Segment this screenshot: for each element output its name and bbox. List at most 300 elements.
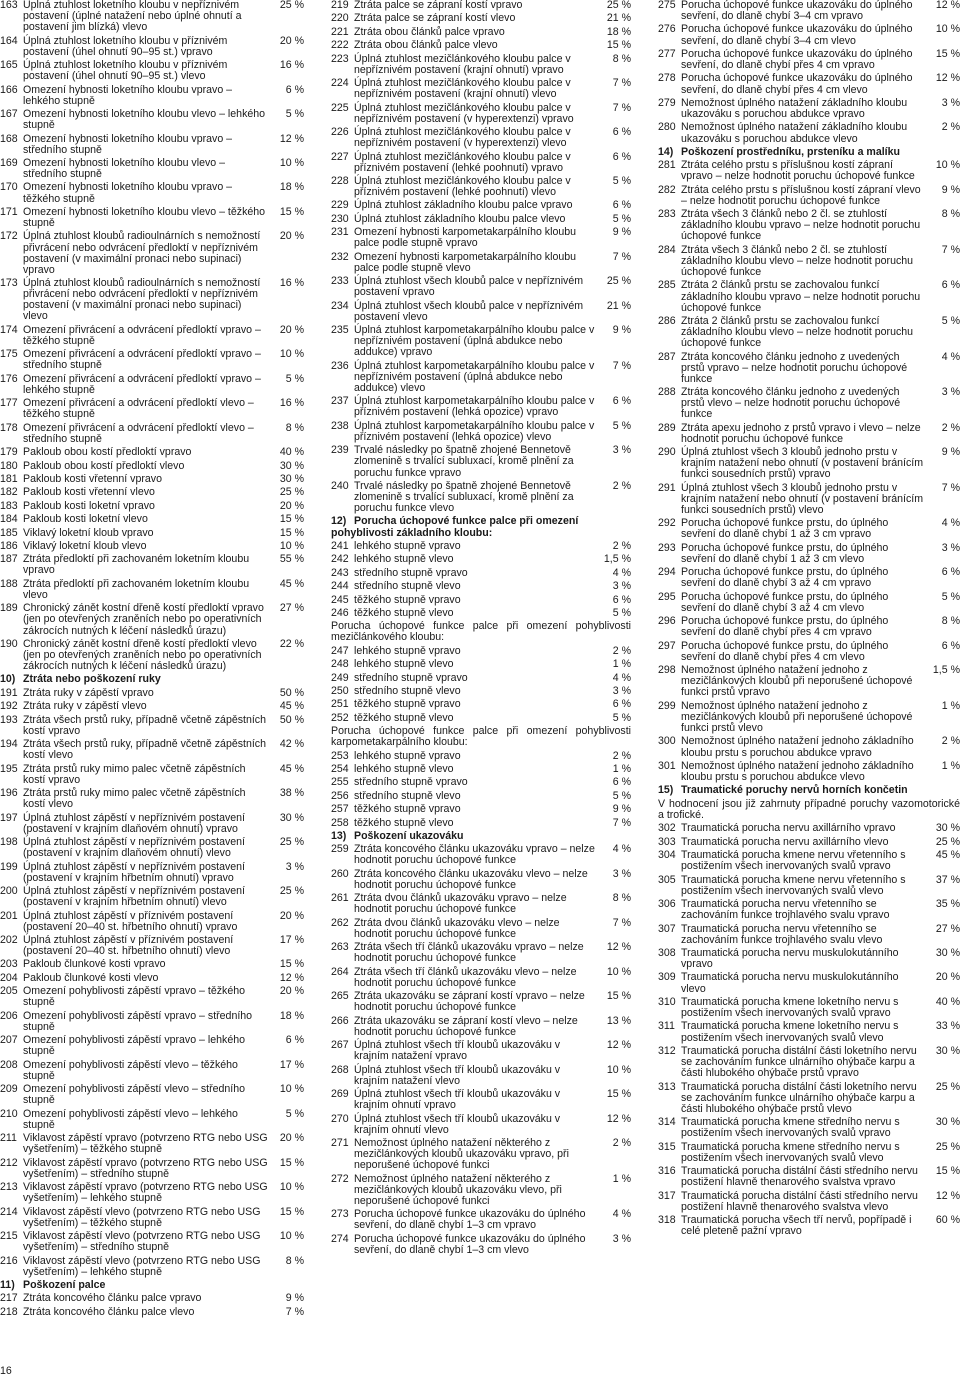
item-percentage: 3 % xyxy=(612,580,631,593)
item-description: Traumatická porucha nervu vřetenního se zachováním funkce trojhlavého svalu vlevo xyxy=(681,922,883,946)
item-percentage: 10 % xyxy=(606,965,631,978)
item-description: Úplná ztuhlost karpometakarpálního kloubu palce v nepříznivém postavení (úplná abdukce nebo addukce) vpravo xyxy=(354,324,595,359)
item-number: 200 xyxy=(0,885,18,898)
list-item xyxy=(0,231,304,275)
item-description: Úplná ztuhlost mezičlánkového kloubu palce v nepříznivém postavení (v hyperextenzi) vlevo xyxy=(354,126,571,150)
list-item xyxy=(658,567,960,589)
item-number: 221 xyxy=(331,25,349,38)
item-number: 226 xyxy=(331,126,349,139)
list-item xyxy=(658,823,960,834)
list-item xyxy=(0,1207,304,1229)
item-number: 230 xyxy=(331,212,349,225)
item-number: 174 xyxy=(0,323,18,336)
item-number: 259 xyxy=(331,843,349,856)
item-percentage: 4 % xyxy=(612,843,631,856)
item-description: Omezení pohyblivosti zápěstí vpravo – lehkého stupně xyxy=(23,1034,246,1058)
list-item xyxy=(0,528,304,539)
column-middle xyxy=(331,0,631,1256)
item-percentage: 3 % xyxy=(285,860,304,873)
list-item xyxy=(658,1082,960,1115)
item-description: Nemožnost úplného natažení základního kloubu ukazováku s poruchou abdukce vpravo xyxy=(681,96,908,121)
item-number: 218 xyxy=(0,1305,18,1318)
item-number: 261 xyxy=(331,892,349,905)
item-percentage: 3 % xyxy=(612,684,631,697)
item-number: 189 xyxy=(0,602,18,615)
list-item xyxy=(658,122,960,144)
item-number: 313 xyxy=(658,1080,676,1093)
item-description: těžkého stupně vpravo xyxy=(354,698,461,711)
item-percentage: 6 % xyxy=(285,1034,304,1047)
list-item xyxy=(658,1166,960,1188)
item-number: 194 xyxy=(0,738,18,751)
item-percentage: 45 % xyxy=(279,762,304,775)
item-number: 293 xyxy=(658,541,676,554)
section-heading xyxy=(331,516,631,538)
list-item xyxy=(331,1016,631,1038)
item-percentage: 5 % xyxy=(285,1107,304,1120)
list-item xyxy=(331,791,631,802)
item-percentage: 1 % xyxy=(941,699,960,712)
item-percentage: 4 % xyxy=(612,671,631,684)
item-description: Viklavý loketní kloub vpravo xyxy=(23,526,154,539)
item-description: Pakloub obou kostí předloktí vpravo xyxy=(23,446,192,459)
list-item xyxy=(0,639,304,672)
item-number: 178 xyxy=(0,421,18,434)
item-percentage: 15 % xyxy=(279,513,304,526)
item-description: Traumatická porucha kmene loketního nervu s postižením všech inervovaných svalů vpravo xyxy=(681,995,899,1020)
item-percentage: 55 % xyxy=(279,553,304,566)
list-item xyxy=(0,739,304,761)
list-item xyxy=(331,214,631,225)
item-percentage: 20 % xyxy=(279,323,304,336)
item-percentage: 45 % xyxy=(279,700,304,713)
list-item xyxy=(0,1035,304,1057)
item-percentage: 5 % xyxy=(941,315,960,327)
item-description: Ztráta koncového článku ukazováku vpravo – nelze hodnotit poruchu úchopové funkce xyxy=(354,843,595,867)
item-description: Porucha úchopové funkce ukazováku do úplného sevření, do dlaně chybí přes 4 cm vlevo xyxy=(681,72,913,96)
item-description: Ztráta celého prstu s příslušnou kostí zápraní vpravo – nelze hodnotit poruchu úchopové funkce xyxy=(681,159,915,183)
section-number: 11) xyxy=(0,1279,15,1292)
item-description: Úplná ztuhlost loketního kloubu v příznivém postavení (úhel ohnutí 90–95 st.) vlevo xyxy=(23,59,228,83)
list-item xyxy=(658,423,960,445)
item-description: Chronický zánět kostní dřeně kostí předloktí vlevo (jen po otevřených zraněních nebo po operativních zákrocích nutných k léčení následků úrazu) xyxy=(23,637,262,673)
item-number: 299 xyxy=(658,699,676,712)
item-number: 243 xyxy=(331,566,349,579)
item-percentage: 10 % xyxy=(935,23,960,36)
item-number: 176 xyxy=(0,372,18,385)
item-description: Úplná ztuhlost zápěstí v nepříznivém postavení (postavení v krajním hřbetním ohnutí) vpravo xyxy=(23,860,245,884)
item-percentage: 7 % xyxy=(612,816,631,829)
item-number: 217 xyxy=(0,1292,18,1305)
section-number: 15) xyxy=(658,784,674,797)
column-left xyxy=(0,0,304,1318)
item-number: 180 xyxy=(0,459,18,472)
item-percentage: 60 % xyxy=(935,1214,960,1227)
item-percentage: 2 % xyxy=(612,1137,631,1150)
list-item xyxy=(0,1133,304,1155)
list-item xyxy=(331,103,631,125)
item-percentage: 20 % xyxy=(279,230,304,243)
item-number: 270 xyxy=(331,1112,349,1125)
item-percentage: 3 % xyxy=(612,1232,631,1245)
item-description: Úplná ztuhlost mezičlánkového kloubu palce v příznivém postavení (lehké poohnutí) vpravo xyxy=(354,150,571,174)
item-description: Viklavost zápěstí vpravo (potvrzeno RTG nebo USG vyšetřením) – lehkého stupně xyxy=(23,1181,268,1205)
item-percentage: 12 % xyxy=(935,1189,960,1202)
list-item xyxy=(331,276,631,298)
item-number: 193 xyxy=(0,713,18,726)
item-percentage: 2 % xyxy=(612,539,631,552)
item-description: Ztráta ukazováku se zápraní kostí vpravo – nelze hodnotit poruchu úchopové funkce xyxy=(354,990,585,1014)
item-number: 296 xyxy=(658,615,676,628)
item-number: 266 xyxy=(331,1014,349,1027)
list-item xyxy=(0,487,304,498)
item-number: 245 xyxy=(331,593,349,606)
item-percentage: 3 % xyxy=(941,96,960,109)
list-item xyxy=(331,252,631,274)
item-number: 209 xyxy=(0,1083,18,1096)
list-item xyxy=(658,1046,960,1079)
list-item xyxy=(331,967,631,989)
item-description: Úplná ztuhlost všech tří kloubů ukazováku v krajním natažení vpravo xyxy=(354,1039,561,1063)
list-item xyxy=(331,942,631,964)
item-description: Omezení přivrácení a odvrácení předloktí vpravo – těžkého stupně xyxy=(23,323,261,347)
list-item xyxy=(331,713,631,724)
item-description: středního stupně vpravo xyxy=(354,671,468,684)
item-description: Porucha úchopové funkce prstu, do úplného sevření do dlaně chybí 3 až 4 cm vlevo xyxy=(681,590,889,614)
item-percentage: 3 % xyxy=(612,444,631,457)
item-percentage: 6 % xyxy=(612,593,631,606)
list-item xyxy=(0,278,304,322)
item-number: 317 xyxy=(658,1189,676,1202)
item-number: 220 xyxy=(331,12,349,25)
item-description: Ztráta všech prstů ruky, případně včetně zápěstních kostí vlevo xyxy=(23,738,266,762)
item-percentage: 7 % xyxy=(285,1305,304,1318)
item-number: 177 xyxy=(0,397,18,410)
item-description: Omezení hybnosti karpometakarpálního kloubu palce podle stupně vlevo xyxy=(354,250,577,274)
item-percentage: 9 % xyxy=(612,803,631,816)
list-item xyxy=(658,616,960,638)
item-percentage: 17 % xyxy=(279,1058,304,1071)
item-percentage: 5 % xyxy=(285,108,304,121)
item-number: 238 xyxy=(331,419,349,432)
list-item xyxy=(658,1021,960,1043)
list-item xyxy=(331,686,631,697)
item-percentage: 12 % xyxy=(935,72,960,85)
list-item xyxy=(331,893,631,915)
item-description: Traumatická porucha nervu muskulokutánního vlevo xyxy=(681,971,899,995)
item-number: 211 xyxy=(0,1132,17,1145)
item-percentage: 2 % xyxy=(941,121,960,134)
section-title: Poškození ukazováku xyxy=(354,829,464,842)
list-item xyxy=(658,209,960,242)
item-description: Pakloub kosti loketní vlevo xyxy=(23,513,148,526)
item-number: 272 xyxy=(331,1172,349,1185)
item-percentage: 10 % xyxy=(279,1083,304,1096)
list-item xyxy=(0,1084,304,1106)
item-percentage: 30 % xyxy=(279,473,304,485)
list-item xyxy=(0,447,304,458)
item-number: 175 xyxy=(0,348,18,361)
section-heading xyxy=(0,1280,304,1291)
item-description: lehkého stupně vpravo xyxy=(354,539,461,552)
item-number: 277 xyxy=(658,47,676,60)
item-number: 249 xyxy=(331,671,349,684)
item-description: Traumatická porucha distální části středního nervu postižení hlavně thenarového svalstva vpravo xyxy=(681,1165,918,1189)
item-number: 264 xyxy=(331,965,349,978)
item-description: Úplná ztuhlost všech kloubů palce v nepříznivém postavení vlevo xyxy=(354,299,584,323)
item-percentage: 5 % xyxy=(612,606,631,619)
list-item xyxy=(331,40,631,51)
item-percentage: 25 % xyxy=(279,0,304,11)
item-number: 302 xyxy=(658,822,676,835)
list-item xyxy=(0,60,304,82)
item-description: Pakloub kosti vřetenní vpravo xyxy=(23,473,162,485)
item-description: Úplná ztuhlost zápěstí v příznivém postavení (postavení 20–40 st. hřbetního ohnutí) vpravo xyxy=(23,909,238,933)
item-percentage: 2 % xyxy=(941,421,960,434)
item-percentage: 20 % xyxy=(279,34,304,47)
item-description: Ztráta všech prstů ruky, případně včetně zápěstních kostí vpravo xyxy=(23,713,266,737)
item-description: Ztráta všech 3 článků nebo 2 čl. se ztuhlostí základního kloubu vlevo – nelze hodnotit poruchu úchopové funkce xyxy=(681,243,914,279)
item-number: 187 xyxy=(0,553,18,566)
item-description: Ztráta obou článků palce vlevo xyxy=(354,39,498,52)
item-percentage: 25 % xyxy=(606,0,631,11)
item-number: 311 xyxy=(658,1020,675,1033)
section-number: 12) xyxy=(331,515,347,528)
item-description: Porucha úchopové funkce ukazováku do úplného sevření, do dlaně chybí 3–4 cm vpravo xyxy=(681,0,913,23)
item-description: Omezení přivrácení a odvrácení předloktí vpravo – středního stupně xyxy=(23,348,261,372)
list-item xyxy=(658,1191,960,1213)
item-description: lehkého stupně vlevo xyxy=(354,658,454,671)
item-percentage: 20 % xyxy=(279,985,304,998)
item-percentage: 12 % xyxy=(606,941,631,954)
item-description: Omezení hybnosti loketního kloubu vlevo – středního stupně xyxy=(23,157,225,181)
item-description: Traumatická porucha distální části loketního nervu se zachováním funkce ulnárního ohýbače karpu a části hlubokého ohýbače prstů vlevo xyxy=(681,1080,917,1115)
item-percentage: 38 % xyxy=(279,787,304,800)
item-description: Ztráta apexu jednoho z prstů vpravo i vlevo – nelze hodnotit poruchu úchopové funkce xyxy=(681,421,921,445)
list-item xyxy=(0,501,304,512)
list-item xyxy=(331,1234,631,1256)
list-item xyxy=(0,36,304,58)
item-number: 278 xyxy=(658,72,676,85)
item-percentage: 17 % xyxy=(279,934,304,946)
item-percentage: 18 % xyxy=(279,181,304,194)
item-number: 269 xyxy=(331,1088,349,1101)
item-number: 229 xyxy=(331,199,349,212)
list-item xyxy=(658,1215,960,1237)
item-number: 315 xyxy=(658,1140,676,1153)
item-number: 244 xyxy=(331,580,349,593)
item-number: 305 xyxy=(658,873,676,886)
item-number: 168 xyxy=(0,132,18,145)
item-description: Porucha úchopové funkce ukazováku do úplného sevření, do dlaně chybí přes 4 cm vpravo xyxy=(681,47,913,72)
item-number: 303 xyxy=(658,835,676,848)
item-percentage: 30 % xyxy=(935,947,960,959)
list-item xyxy=(658,185,960,207)
section-title: Porucha úchopové funkce palce při omezení pohyblivosti základního kloubu: xyxy=(331,515,579,539)
item-description: těžkého stupně vpravo xyxy=(354,803,461,816)
item-description: Úplná ztuhlost základního kloubu palce vpravo xyxy=(354,199,573,212)
item-number: 173 xyxy=(0,277,18,290)
list-item xyxy=(331,227,631,249)
item-description: Nemožnost úplného natažení základního kloubu ukazováku s poruchou abdukce vlevo xyxy=(681,121,908,145)
section-title: Traumatické poruchy nervů horních končetin xyxy=(681,784,908,797)
list-item xyxy=(0,1231,304,1253)
item-number: 252 xyxy=(331,711,349,724)
item-number: 308 xyxy=(658,947,676,959)
item-number: 210 xyxy=(0,1107,18,1120)
list-item xyxy=(0,788,304,810)
list-item xyxy=(331,673,631,684)
item-percentage: 8 % xyxy=(612,52,631,65)
list-item xyxy=(658,1117,960,1139)
item-number: 170 xyxy=(0,181,18,194)
item-number: 273 xyxy=(331,1208,349,1221)
item-number: 262 xyxy=(331,916,349,929)
item-number: 208 xyxy=(0,1058,18,1071)
item-description: středního stupně vpravo xyxy=(354,776,468,789)
item-percentage: 15 % xyxy=(279,1205,304,1218)
item-number: 182 xyxy=(0,486,18,499)
item-description: Ztráta 2 článků prstu se zachovalou funkcí základního kloubu vpravo – nelze hodnotit poruchu úchopové funkce xyxy=(681,279,921,314)
item-description: Pakloub obou kostí předloktí vlevo xyxy=(23,459,185,472)
item-percentage: 15 % xyxy=(279,205,304,218)
list-item xyxy=(331,1174,631,1207)
item-percentage: 1 % xyxy=(612,1172,631,1185)
item-description: Omezení hybnosti loketního kloubu vpravo – lehkého stupně xyxy=(23,83,233,107)
item-description: Porucha úchopové funkce prstu, do úplného sevření do dlaně chybí 1 až 3 cm vpravo xyxy=(681,517,889,541)
list-item xyxy=(0,474,304,485)
item-number: 225 xyxy=(331,101,349,114)
item-number: 233 xyxy=(331,275,349,288)
item-number: 223 xyxy=(331,52,349,65)
item-description: Úplná ztuhlost všech tří kloubů ukazováku v krajním ohnutí vlevo xyxy=(354,1112,561,1136)
item-percentage: 9 % xyxy=(941,446,960,459)
list-item xyxy=(0,764,304,786)
item-description: Omezení hybnosti loketního kloubu vpravo – těžkého stupně xyxy=(23,181,233,205)
list-item xyxy=(0,911,304,933)
item-percentage: 16 % xyxy=(279,59,304,72)
item-description: Omezení hybnosti loketního kloubu vlevo – lehkého stupně xyxy=(23,108,266,132)
item-percentage: 3 % xyxy=(612,867,631,880)
list-item xyxy=(0,398,304,420)
item-percentage: 9 % xyxy=(941,183,960,196)
item-percentage: 8 % xyxy=(285,421,304,434)
item-percentage: 5 % xyxy=(612,789,631,802)
list-item xyxy=(0,1182,304,1204)
item-percentage: 2 % xyxy=(612,749,631,762)
item-percentage: 30 % xyxy=(279,811,304,824)
list-item xyxy=(331,1040,631,1062)
item-number: 292 xyxy=(658,517,676,530)
list-item xyxy=(0,959,304,970)
item-number: 237 xyxy=(331,395,349,408)
item-percentage: 25 % xyxy=(279,836,304,849)
item-description: Ztráta předloktí při zachovaném loketním kloubu vlevo xyxy=(23,577,250,601)
item-description: Úplná ztuhlost mezičlánkového kloubu palce v nepříznivém postavení (krajní ohnutí) vlevo xyxy=(354,77,571,101)
item-percentage: 15 % xyxy=(279,526,304,539)
item-percentage: 37 % xyxy=(935,873,960,886)
item-description: Úplná ztuhlost zápěstí v nepříznivém postavení (postavení v krajním dlaňovém ohnutí) vlevo xyxy=(23,836,245,860)
item-percentage: 4 % xyxy=(941,517,960,530)
item-number: 298 xyxy=(658,664,676,677)
item-percentage: 25 % xyxy=(935,1140,960,1153)
list-item xyxy=(658,972,960,994)
item-number: 236 xyxy=(331,359,349,372)
item-percentage: 5 % xyxy=(612,212,631,225)
list-item xyxy=(0,541,304,552)
item-percentage: 4 % xyxy=(612,566,631,579)
item-percentage: 21 % xyxy=(606,12,631,25)
list-item xyxy=(658,245,960,278)
item-description: Ztráta všech tří článků ukazováku vlevo – nelze hodnotit poruchu úchopové funkce xyxy=(354,965,577,989)
item-description: Úplná ztuhlost všech kloubů palce v nepříznivém postavení vpravo xyxy=(354,275,584,299)
item-description: Nemožnost úplného natažení některého z mezičlánkových kloubů ukazováku vlevo, při neporušené úchopové funkci xyxy=(354,1172,562,1207)
list-item xyxy=(658,701,960,734)
list-item xyxy=(0,1158,304,1180)
list-item xyxy=(0,973,304,984)
item-number: 282 xyxy=(658,183,676,196)
item-number: 301 xyxy=(658,759,676,772)
item-description: Porucha úchopové funkce prstu, do úplného sevření do dlaně chybí přes 4 cm vpravo xyxy=(681,615,889,639)
item-number: 312 xyxy=(658,1044,676,1057)
item-percentage: 4 % xyxy=(612,1208,631,1221)
item-number: 204 xyxy=(0,971,18,984)
item-description: Traumatická porucha kmene středního nervu s postižením všech inervovaných svalů vpravo xyxy=(681,1116,900,1140)
item-description: Úplná ztuhlost karpometakarpálního kloubu palce v příznivém postavení (lehká opozice) vpravo xyxy=(354,395,595,419)
list-item xyxy=(658,761,960,783)
item-number: 255 xyxy=(331,776,349,789)
item-number: 190 xyxy=(0,637,18,650)
item-description: Omezení hybnosti loketního kloubu vlevo – těžkého stupně xyxy=(23,205,266,230)
item-percentage: 6 % xyxy=(612,150,631,163)
item-description: Úplná ztuhlost mezičlánkového kloubu palce v příznivém postavení (lehké poohnutí) vlevo xyxy=(354,174,571,199)
item-percentage: 27 % xyxy=(935,922,960,935)
item-number: 212 xyxy=(0,1156,18,1169)
list-item xyxy=(331,0,631,11)
intro-paragraph: Porucha úchopové funkce palce při omezení pohyblivosti karpometakarpálního kloubu: xyxy=(331,725,631,749)
list-item xyxy=(0,579,304,601)
item-number: 304 xyxy=(658,849,676,862)
item-number: 267 xyxy=(331,1039,349,1052)
item-percentage: 22 % xyxy=(279,637,304,650)
item-percentage: 15 % xyxy=(935,1165,960,1178)
list-item xyxy=(331,646,631,657)
item-description: Omezení pohyblivosti zápěstí vlevo – lehkého stupně xyxy=(23,1107,238,1131)
item-description: Viklavost zápěstí vpravo (potvrzeno RTG nebo USG vyšetřením) – těžkého stupně xyxy=(23,1132,268,1156)
item-description: Traumatická porucha nervu axillárního vpravo xyxy=(681,822,896,835)
item-number: 166 xyxy=(0,83,18,96)
item-description: Traumatická porucha nervu axillárního vlevo xyxy=(681,835,889,848)
item-description: Nemožnost úplného natažení jednoho základního kloubu prstu s poruchou abdukce vlevo xyxy=(681,759,914,784)
item-number: 257 xyxy=(331,803,349,816)
item-description: Omezení pohyblivosti zápěstí vpravo – středního stupně xyxy=(23,1009,253,1033)
item-description: Porucha úchopové funkce ukazováku do úplného sevření, do dlaně chybí 1–3 cm vlevo xyxy=(354,1232,586,1256)
item-percentage: 9 % xyxy=(612,226,631,239)
item-description: Traumatická porucha distální části loketního nervu se zachováním funkce ulnárního ohýbače karpu a části hlubokého ohýbače prstů vpravo xyxy=(681,1044,917,1080)
list-item xyxy=(0,837,304,859)
item-description: Traumatická porucha nervu muskulokutánního vpravo xyxy=(681,947,899,971)
section-heading xyxy=(658,147,960,158)
item-percentage: 25 % xyxy=(606,275,631,288)
item-percentage: 16 % xyxy=(279,397,304,410)
section-title: Poškození palce xyxy=(23,1279,106,1292)
item-percentage: 20 % xyxy=(279,499,304,512)
item-percentage: 6 % xyxy=(612,199,631,212)
item-description: Ztráta koncového článku jednoho z uvedených prstů vpravo – nelze hodnotit poruchu úchopové funkce xyxy=(681,350,908,385)
item-percentage: 7 % xyxy=(612,101,631,114)
list-item xyxy=(331,176,631,198)
list-item xyxy=(331,699,631,710)
